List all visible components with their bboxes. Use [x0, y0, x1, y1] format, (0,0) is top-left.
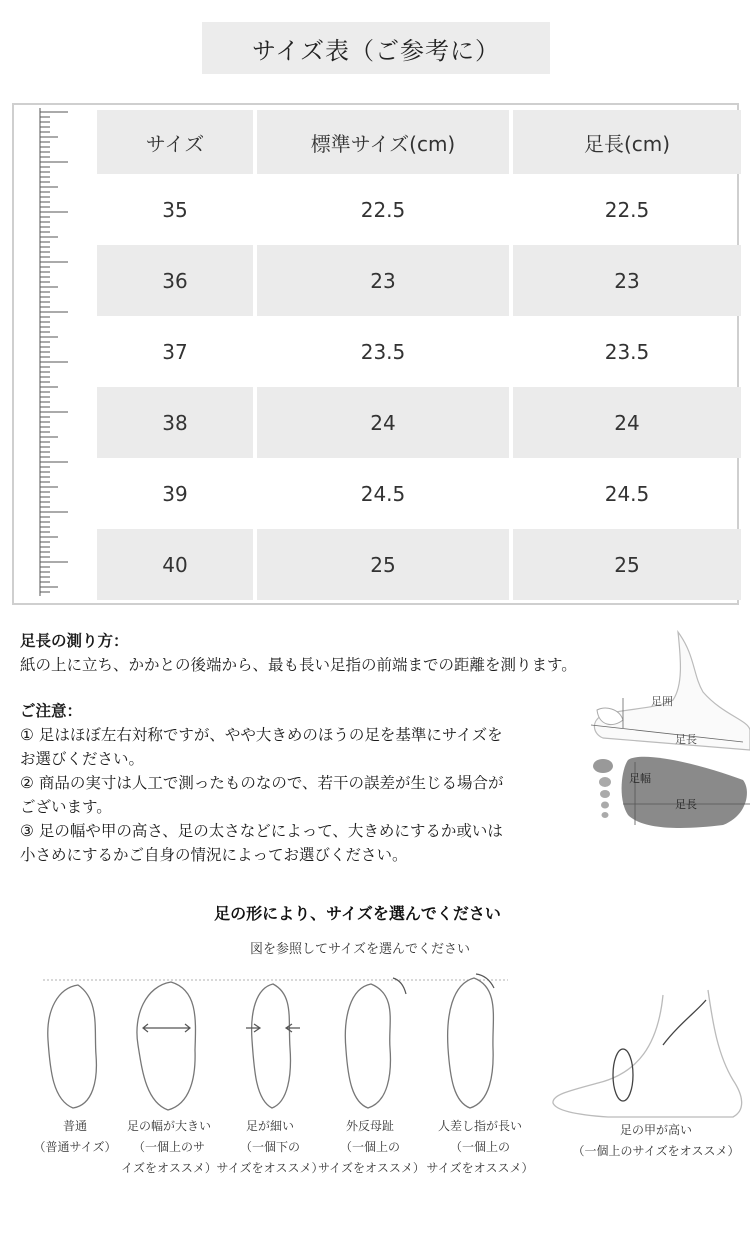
table-cell: 24.5 — [257, 458, 513, 529]
label-girth: 足囲 — [651, 695, 673, 708]
table-cell: 23 — [257, 245, 513, 316]
label-length-bottom: 足長 — [675, 798, 697, 811]
table-cell: 22.5 — [604, 197, 650, 222]
table-cell: 39 — [97, 458, 257, 529]
caption-bunion: 外反母趾 （一個上の サイズをオススメ） — [318, 1119, 425, 1175]
foot-shape-subtitle: 図を参照してサイズを選んでください — [250, 942, 470, 957]
foot-shape-title: 足の形により、サイズを選んでください — [214, 904, 501, 923]
note-line: お選びください。 — [20, 750, 145, 768]
table-cell: 24 — [513, 387, 741, 458]
table-cell: 40 — [97, 529, 257, 600]
measure-text: 紙の上に立ち、かかとの後端から、最も長い足指の前端までの距離を測ります。 — [20, 656, 577, 674]
foot-high-instep-icon — [548, 985, 750, 1120]
caption-narrow: 足が細い （一個下の サイズをオススメ） — [216, 1119, 324, 1175]
measure-notes — [20, 629, 660, 867]
table-cell: 37 — [97, 316, 257, 387]
foot-bunion-icon — [345, 984, 390, 1108]
table-row — [97, 529, 741, 600]
table-row — [97, 174, 741, 245]
note-line: ① 足はほぼ左右対称ですが、やや大きめのほうの足を基準にサイズを — [20, 726, 503, 744]
table-row — [97, 387, 741, 458]
table-cell: 38 — [97, 387, 257, 458]
ruler-icon — [20, 108, 72, 596]
table-cell: 24 — [257, 387, 513, 458]
size-table — [97, 110, 741, 600]
table-cell: 25 — [513, 529, 741, 600]
table-cell: 24.5 — [604, 481, 650, 506]
foot-narrow-icon — [252, 984, 291, 1108]
measure-heading: 足長の測り方： — [20, 632, 129, 650]
foot-shapes-illustration — [38, 970, 538, 1120]
table-cell: 23.5 — [257, 316, 513, 387]
table-cell: 23.5 — [604, 339, 650, 364]
table-header-cell: 足長(cm) — [513, 110, 741, 174]
note-line: 小さめにするかご自身の情況によってお選びください。 — [20, 846, 408, 864]
note-line: ③ 足の幅や甲の高さ、足の太さなどによって、大きめにするか或いは — [20, 822, 503, 840]
table-row — [97, 316, 741, 387]
label-width: 足幅 — [629, 772, 651, 785]
table-header-cell: サイズ — [97, 110, 257, 174]
foot-wide-icon — [137, 982, 196, 1110]
table-header-cell: 標準サイズ(cm) — [257, 110, 513, 174]
table-cell: 36 — [97, 245, 257, 316]
caption-wide: 足の幅が大きい （一個上のサ イズをオススメ） — [121, 1119, 217, 1175]
table-cell: 22.5 — [257, 174, 513, 245]
table-header-row — [97, 110, 741, 174]
foot-measure-illustration — [583, 630, 750, 830]
page-title: サイズ表（ご参考に） — [202, 22, 550, 74]
foot-long-toe-icon — [448, 978, 494, 1108]
table-cell: 23 — [513, 245, 741, 316]
note-line: ございます。 — [20, 798, 112, 816]
caption-normal: 普通 （普通サイズ） — [33, 1119, 117, 1154]
table-cell: 35 — [97, 174, 257, 245]
caption-long-toe: 人差し指が長い （一個上の サイズをオススメ） — [426, 1119, 534, 1175]
table-row — [97, 458, 741, 529]
foot-normal-icon — [48, 985, 97, 1108]
notes-heading: ご注意： — [20, 702, 83, 720]
label-length-top: 足長 — [675, 733, 697, 746]
caption-high-instep: 足の甲が高い （一個上のサイズをオススメ） — [572, 1123, 740, 1158]
note-line: ② 商品の実寸は人工で測ったものなので、若干の誤差が生じる場合が — [20, 774, 504, 792]
table-cell: 25 — [257, 529, 513, 600]
table-row — [97, 245, 741, 316]
